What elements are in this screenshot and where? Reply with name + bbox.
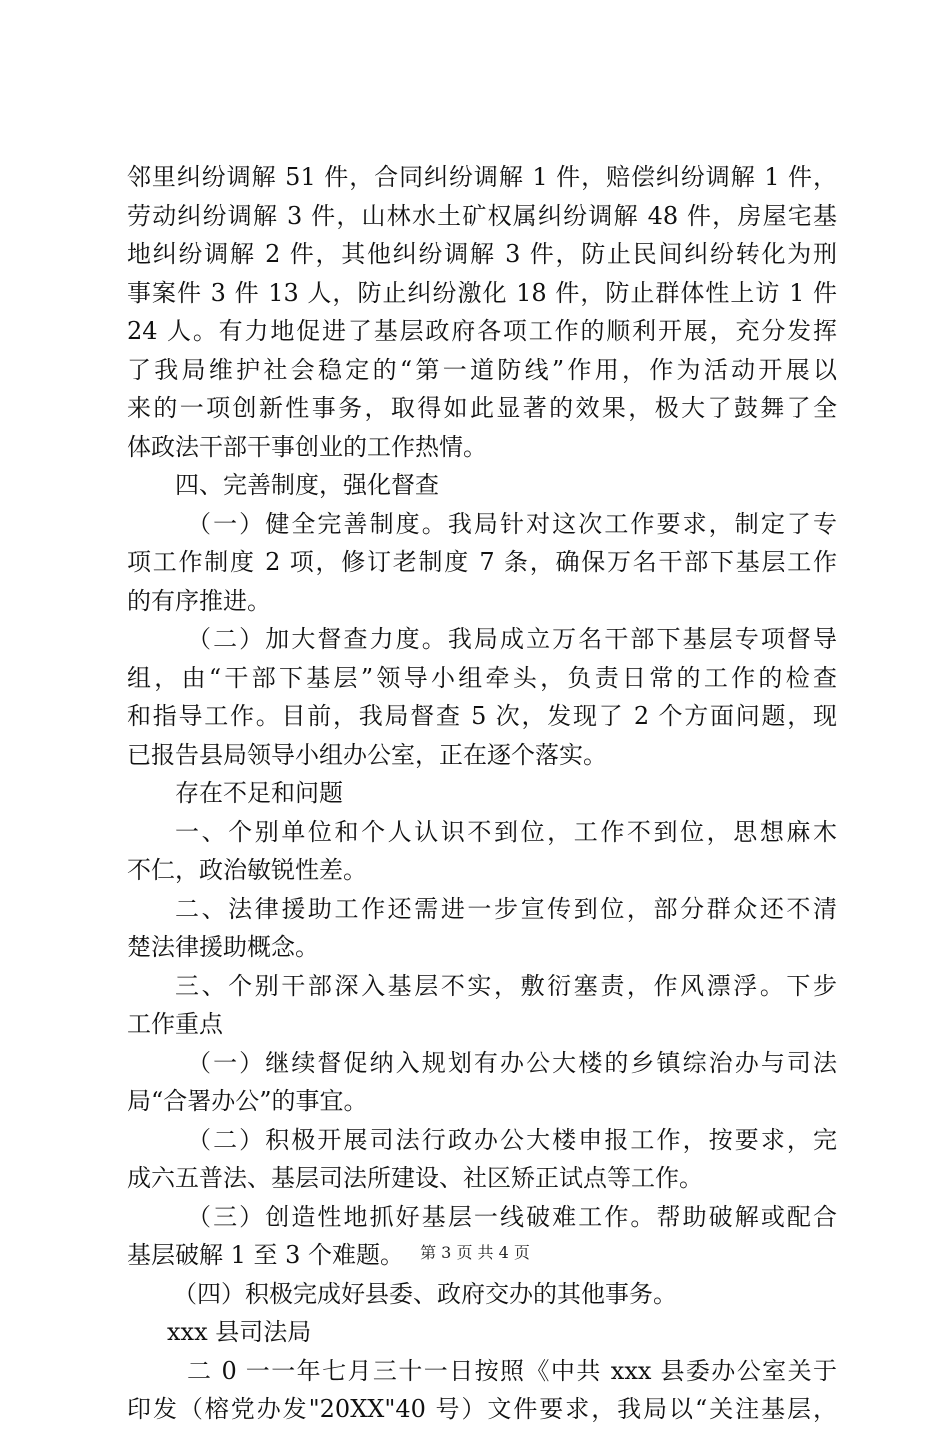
text-line: 项工作制度 2 项，修订老制度 7 条，确保万名干部下基层工作 — [127, 548, 837, 576]
text-line: 事案件 3 件 13 人，防止纠纷激化 18 件，防止群体性上访 1 件 — [127, 278, 837, 307]
text-line: 的有序推进。 — [127, 586, 271, 615]
text-line: 二、法律援助工作还需进一步宣传到位，部分群众还不清 — [175, 894, 837, 923]
text-line: （二）加大督查力度。我局成立万名干部下基层专项督导 — [187, 625, 837, 653]
text-line: 劳动纠纷调解 3 件，山林水土矿权属纠纷调解 48 件，房屋宅基 — [127, 201, 837, 230]
text-line: 体政法干部干事创业的工作热情。 — [127, 432, 487, 461]
text-line: 基层破解 1 至 3 个难题。 — [127, 1241, 405, 1269]
text-line: （四）积极完成好县委、政府交办的其他事务。 — [173, 1279, 677, 1308]
text-line: 组，由“干部下基层”领导小组牵头，负责日常的工作的检查 — [127, 663, 837, 692]
text-line: 工作重点 — [127, 1010, 223, 1038]
signature-organization: xxx 县司法局 — [167, 1318, 312, 1346]
text-line: 成六五普法、基层司法所建设、社区矫正试点等工作。 — [127, 1164, 703, 1192]
text-line: 来的一项创新性事务，取得如此显著的效果，极大了鼓舞了全 — [127, 394, 837, 422]
text-line: 三、个别干部深入基层不实，敷衍塞责，作风漂浮。下步 — [175, 971, 837, 1000]
text-line: （二）积极开展司法行政办公大楼申报工作，按要求，完 — [187, 1125, 837, 1154]
section-heading: 四、完善制度，强化督查 — [175, 471, 439, 499]
text-line: 24 人。有力地促进了基层政府各项工作的顺利开展，充分发挥 — [127, 317, 837, 345]
text-line: 二 0 一一年七月三十一日按照《中共 xxx 县委办公室关于 — [187, 1356, 837, 1385]
text-line: 邻里纠纷调解 51 件，合同纠纷调解 1 件，赔偿纠纷调解 1 件， — [127, 163, 837, 191]
text-line: 已报告县局领导小组办公室，正在逐个落实。 — [127, 740, 607, 769]
text-line: （一）健全完善制度。我局针对这次工作要求，制定了专 — [187, 509, 837, 538]
document-body — [127, 158, 837, 1429]
page-number-footer: 第 3 页 共 4 页 — [420, 1243, 530, 1262]
text-line: 一、个别单位和个人认识不到位，工作不到位，思想麻木 — [175, 817, 837, 846]
text-line: 印发（榕党办发"20XX"40 号）文件要求，我局以“关注基层， — [127, 1395, 837, 1423]
section-heading: 存在不足和问题 — [175, 779, 343, 807]
text-line: 局“合署办公”的事宜。 — [127, 1087, 368, 1115]
text-line: （一）继续督促纳入规划有办公大楼的乡镇综治办与司法 — [187, 1048, 837, 1077]
text-line: （三）创造性地抓好基层一线破难工作。帮助破解或配合 — [187, 1202, 837, 1231]
text-line: 了我局维护社会稳定的“第一道防线”作用，作为活动开展以 — [127, 355, 837, 384]
text-line: 楚法律援助概念。 — [127, 933, 319, 961]
text-line: 和指导工作。目前，我局督查 5 次，发现了 2 个方面问题，现 — [127, 702, 837, 730]
text-line: 地纠纷调解 2 件，其他纠纷调解 3 件，防止民间纠纷转化为刑 — [127, 240, 837, 268]
text-line: 不仁，政治敏锐性差。 — [127, 856, 367, 884]
